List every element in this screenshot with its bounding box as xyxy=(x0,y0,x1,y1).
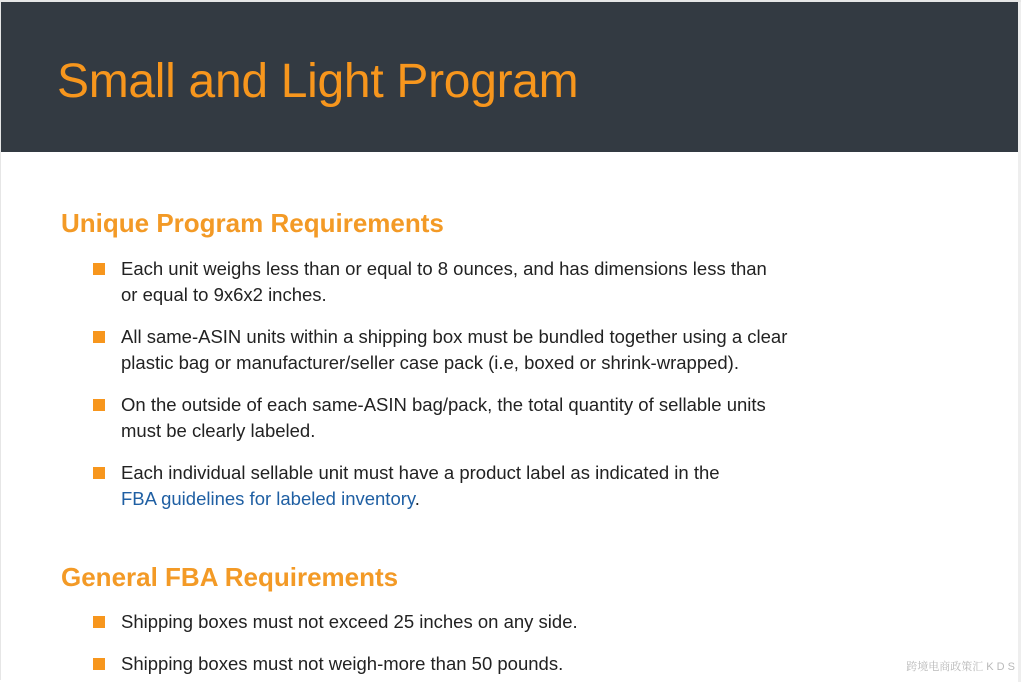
list-item xyxy=(93,324,853,376)
list-item-text-line: Shipping boxes must not exceed 25 inches on any side. xyxy=(121,611,578,632)
fba-guidelines-link[interactable]: FBA guidelines for labeled inventory xyxy=(121,488,415,509)
link-trailing-period: . xyxy=(414,488,420,509)
general-requirements-list xyxy=(93,609,853,677)
list-item xyxy=(93,256,853,308)
list-item xyxy=(93,651,853,677)
watermark-text: 跨境电商政策汇 K D S xyxy=(906,661,1015,673)
square-bullet-icon xyxy=(93,331,105,343)
section-heading-unique-requirements: Unique Program Requirements xyxy=(61,208,444,238)
title-banner xyxy=(1,2,1019,152)
list-item-text-line: must be clearly labeled. xyxy=(121,420,316,441)
square-bullet-icon xyxy=(93,658,105,670)
list-item-text-line: Each individual sellable unit must have a product label as indicated in the xyxy=(121,462,720,483)
list-item-text-line: or equal to 9x6x2 inches. xyxy=(121,284,327,305)
square-bullet-icon xyxy=(93,467,105,479)
list-item-text-line: On the outside of each same-ASIN bag/pack, the total quantity of sellable units xyxy=(121,394,766,415)
square-bullet-icon xyxy=(93,263,105,275)
square-bullet-icon xyxy=(93,399,105,411)
list-item xyxy=(93,460,853,512)
list-item-text-line: All same-ASIN units within a shipping box must be bundled together using a clear xyxy=(121,326,788,347)
section-heading-general-requirements: General FBA Requirements xyxy=(61,562,399,592)
list-item-text-line: Shipping boxes must not weigh-more than 50 pounds. xyxy=(121,653,564,674)
unique-requirements-list xyxy=(93,256,853,512)
list-item-link-line xyxy=(121,486,853,512)
list-item-text-line: Each unit weighs less than or equal to 8 ounces, and has dimensions less than xyxy=(121,258,767,279)
square-bullet-icon xyxy=(93,616,105,628)
list-item-text-line: plastic bag or manufacturer/seller case pack (i.e, boxed or shrink-wrapped). xyxy=(121,352,739,373)
list-item xyxy=(93,392,853,444)
list-item xyxy=(93,609,853,635)
page-title: Small and Light Program xyxy=(57,55,579,108)
